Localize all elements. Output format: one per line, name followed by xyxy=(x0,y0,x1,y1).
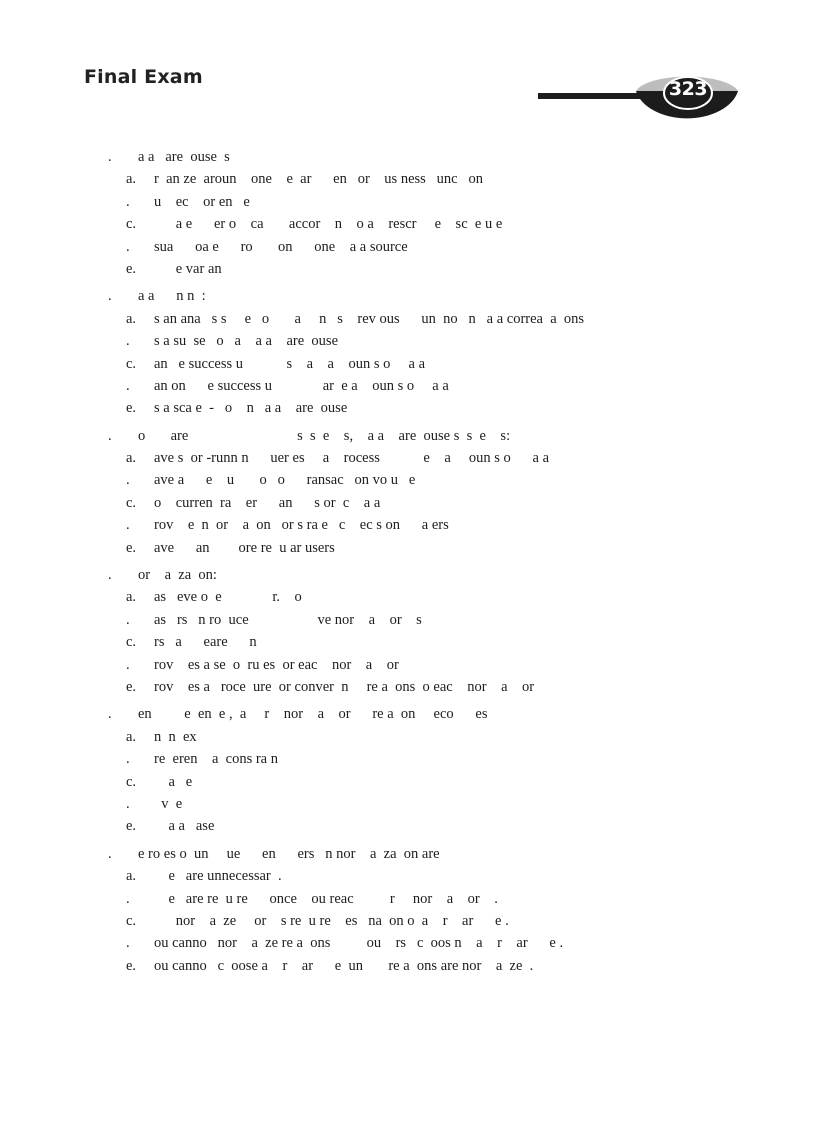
option-text: rov e n or a on or s ra e c ec s on a ers xyxy=(154,517,449,534)
answer-option xyxy=(108,654,768,676)
option-text: sua oa e ro on one a a source xyxy=(154,238,408,255)
option-letter: e. xyxy=(126,539,137,556)
answer-option xyxy=(108,771,768,793)
question-stem: o are s s e s, a a are ouse s s e s: xyxy=(138,427,511,444)
option-letter: . xyxy=(126,193,130,210)
option-text: ave a e u o o ransac on vo u e xyxy=(154,472,416,489)
option-text: rov es a roce ure or conver n re a ons o eac nor a or xyxy=(154,678,535,695)
option-letter: c. xyxy=(126,494,137,511)
section-title: Final Exam xyxy=(84,66,203,88)
question-stem-line xyxy=(108,425,768,447)
option-letter: . xyxy=(126,656,130,673)
answer-option xyxy=(108,793,768,815)
option-text: a e xyxy=(154,773,193,790)
option-text: o curren ra er an s or c a a xyxy=(154,494,381,511)
option-letter: . xyxy=(126,377,130,394)
answer-option xyxy=(108,955,768,977)
option-letter: a. xyxy=(126,450,137,467)
question xyxy=(108,564,768,698)
questions-list xyxy=(108,146,768,982)
question-stem-line xyxy=(108,564,768,586)
option-text: r an ze aroun one e ar en or us ness unc on xyxy=(154,171,483,188)
answer-option xyxy=(108,397,768,419)
answer-option xyxy=(108,865,768,887)
option-letter: c. xyxy=(126,216,137,233)
answer-option xyxy=(108,676,768,698)
option-text: rs a eare n xyxy=(154,634,257,651)
option-text: s a su se o a a a are ouse xyxy=(154,333,339,350)
answer-option xyxy=(108,514,768,536)
option-letter: . xyxy=(126,333,130,350)
question-stem: e ro es o un ue en ers n nor a za on are xyxy=(138,845,440,862)
question-number: . xyxy=(108,149,112,165)
option-text: s a sca e - o n a a are ouse xyxy=(154,400,348,417)
option-text: v e xyxy=(154,795,183,812)
option-letter: e. xyxy=(126,957,137,974)
question-stem-line xyxy=(108,146,768,168)
option-text: n n ex xyxy=(154,728,197,745)
option-text: as rs n ro uce ve nor a or s xyxy=(154,611,422,628)
option-text: s an ana s s e o a n s rev ous un no n a a correa a ons xyxy=(154,310,585,327)
option-letter: e. xyxy=(126,678,137,695)
option-text: u ec or en e xyxy=(154,193,250,210)
answer-option xyxy=(108,213,768,235)
option-text: ave s or -runn n uer es a rocess e a oun s o a a xyxy=(154,450,550,467)
question xyxy=(108,146,768,280)
question xyxy=(108,425,768,559)
option-letter: e. xyxy=(126,260,137,277)
answer-option xyxy=(108,168,768,190)
option-text: nor a ze or s re u re es na on o a r ar e . xyxy=(154,912,509,929)
answer-option xyxy=(108,815,768,837)
option-letter: . xyxy=(126,238,130,255)
option-letter: . xyxy=(126,795,130,812)
option-letter: a. xyxy=(126,589,137,606)
option-letter: . xyxy=(126,751,130,768)
question-number: . xyxy=(108,427,112,444)
option-letter: c. xyxy=(126,773,137,790)
question-stem-line xyxy=(108,285,768,307)
question-number: . xyxy=(108,567,112,584)
option-letter: c. xyxy=(126,912,137,929)
option-text: ou canno nor a ze re a ons ou rs c oos n a r ar e . xyxy=(154,935,564,952)
question-number: . xyxy=(108,845,112,862)
option-letter: a. xyxy=(126,171,137,188)
answer-option xyxy=(108,375,768,397)
answer-option xyxy=(108,236,768,258)
option-text: ou canno c oose a r ar e un re a ons are nor a ze . xyxy=(154,957,534,974)
question-stem: a a are ouse s xyxy=(138,149,230,165)
answer-option xyxy=(108,586,768,608)
answer-option xyxy=(108,469,768,491)
option-text: an e success u s a a oun s o a a xyxy=(154,355,426,372)
option-text: as eve o e r. o xyxy=(154,589,302,606)
option-letter: a. xyxy=(126,728,137,745)
question-number: . xyxy=(108,706,112,723)
option-text: e are re u re once ou reac r nor a or . xyxy=(154,890,498,907)
option-text: an on e success u ar e a oun s o a a xyxy=(154,377,449,394)
option-letter: e. xyxy=(126,818,137,835)
option-letter: . xyxy=(126,935,130,952)
answer-option xyxy=(108,308,768,330)
answer-option xyxy=(108,330,768,352)
option-text: e are unnecessar . xyxy=(154,868,282,885)
option-text: e var an xyxy=(154,260,222,277)
page-header xyxy=(0,0,816,130)
option-text: a e er o ca accor n o a rescr e sc e u e xyxy=(154,216,503,233)
question-stem-line xyxy=(108,843,768,865)
answer-option xyxy=(108,748,768,770)
answer-option xyxy=(108,609,768,631)
option-text: re eren a cons ra n xyxy=(154,751,278,768)
question-number: . xyxy=(108,288,112,305)
question xyxy=(108,285,768,419)
option-text: rov es a se o ru es or eac nor a or xyxy=(154,656,399,673)
answer-option xyxy=(108,258,768,280)
option-letter: c. xyxy=(126,634,137,651)
answer-option xyxy=(108,932,768,954)
answer-option xyxy=(108,191,768,213)
option-letter: . xyxy=(126,472,130,489)
option-letter: . xyxy=(126,890,130,907)
option-letter: . xyxy=(126,611,130,628)
header-rule xyxy=(538,93,678,99)
option-letter: a. xyxy=(126,868,137,885)
option-letter: c. xyxy=(126,355,137,372)
option-letter: . xyxy=(126,517,130,534)
option-text: ave an ore re u ar users xyxy=(154,539,335,556)
answer-option xyxy=(108,447,768,469)
question-stem: a a n n : xyxy=(138,288,206,305)
answer-option xyxy=(108,353,768,375)
answer-option xyxy=(108,537,768,559)
page-number: 323 xyxy=(668,78,708,100)
answer-option xyxy=(108,726,768,748)
answer-option xyxy=(108,910,768,932)
answer-option xyxy=(108,631,768,653)
question-stem-line xyxy=(108,703,768,725)
question-stem: en e en e , a r nor a or re a on eco es xyxy=(138,706,488,723)
question-stem: or a za on: xyxy=(138,567,217,584)
question xyxy=(108,843,768,977)
question xyxy=(108,703,768,837)
option-text: a a ase xyxy=(154,818,215,835)
option-letter: a. xyxy=(126,310,137,327)
option-letter: e. xyxy=(126,400,137,417)
answer-option xyxy=(108,492,768,514)
answer-option xyxy=(108,888,768,910)
